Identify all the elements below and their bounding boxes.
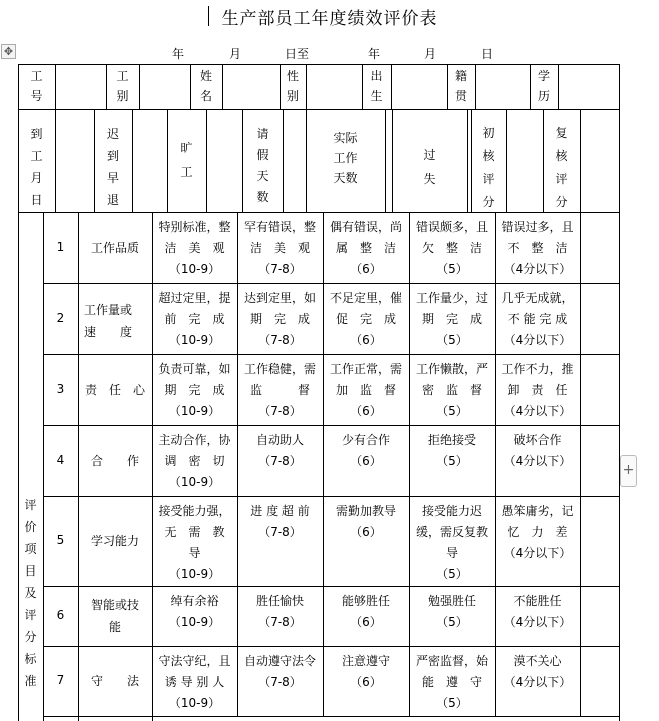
criterion-cell	[413, 591, 491, 633]
table-border	[139, 64, 140, 109]
criterion-line: 能 遵 守	[421, 675, 482, 689]
table-border	[409, 354, 410, 425]
header-label-1: 工 别	[116, 69, 129, 103]
criterion-line: 监 督	[249, 383, 310, 397]
criterion-cell	[327, 288, 405, 351]
criterion-line: 工作量少，过	[415, 291, 488, 305]
table-border	[323, 354, 324, 425]
evaluation-item: 工作品质	[90, 240, 139, 255]
criterion-line: （10-9）	[168, 696, 221, 710]
table-border	[152, 586, 153, 646]
criterion-cell	[413, 217, 491, 280]
criterion-line: 需勤加教导	[335, 504, 396, 518]
table-border	[580, 212, 581, 283]
criterion-line: 洁 美 观	[249, 241, 310, 255]
evaluation-item: 合 作	[90, 453, 139, 468]
criterion-cell	[327, 591, 405, 633]
criterion-line: 严密监督，始	[415, 654, 488, 668]
criterion-cell	[156, 217, 233, 280]
table-border	[580, 586, 581, 646]
header-review-score: 复 核 评 分	[555, 126, 568, 209]
criterion-line: 绰有余裕	[170, 594, 219, 608]
header-fault: 过 失	[423, 148, 436, 186]
header-label-2: 姓 名	[199, 69, 212, 103]
criterion-line: 缓，需反复教	[415, 525, 488, 539]
header-label-5: 籍 贯	[454, 69, 467, 103]
criterion-cell	[156, 430, 233, 493]
criterion-cell	[156, 651, 233, 714]
table-border	[152, 646, 153, 716]
criterion-line: 密 监 督	[421, 383, 482, 397]
criterion-line: 罕有错误，整	[243, 220, 316, 234]
table-border	[152, 716, 153, 721]
criterion-cell	[241, 651, 319, 693]
criterion-line: （4分以下）	[503, 404, 572, 418]
table-border	[206, 109, 207, 212]
criterion-cell	[241, 501, 319, 543]
criterion-line: （7-8）	[258, 262, 302, 276]
table-border	[43, 586, 620, 587]
date-year-start: 年	[172, 47, 185, 61]
table-border	[237, 646, 238, 716]
table-border	[495, 496, 496, 586]
criterion-cell	[499, 430, 576, 472]
table-border	[580, 646, 581, 716]
table-border	[323, 283, 324, 354]
criterion-line: 几乎无成就，	[501, 291, 574, 305]
evaluation-item: 智能或技 能	[90, 598, 139, 634]
table-border	[409, 586, 410, 646]
table-border	[237, 425, 238, 496]
criterion-line: 能够胜任	[341, 594, 390, 608]
criterion-line: 卸 责 任	[507, 383, 568, 397]
criterion-line: 错误颇多，且	[415, 220, 488, 234]
date-month-start: 月	[229, 47, 242, 61]
table-border	[495, 283, 496, 354]
criterion-line: 胜任愉快	[255, 594, 304, 608]
table-border	[78, 716, 79, 721]
table-border	[152, 425, 153, 496]
criterion-line: 期 完 成	[164, 383, 225, 397]
table-border	[409, 496, 410, 586]
table-border	[237, 212, 238, 283]
evaluation-item: 学习能力	[90, 534, 139, 548]
criterion-line: 期 完 成	[249, 312, 310, 326]
table-border	[506, 109, 507, 212]
table-border	[18, 212, 620, 213]
header-actual-days: 实际 工作 天数	[333, 131, 358, 185]
table-border	[78, 212, 79, 283]
criterion-cell	[156, 359, 233, 422]
header-arrival-date: 到 工 月 日	[30, 127, 43, 207]
document-title: 生产部员工年度绩效评价表	[221, 9, 438, 29]
criterion-line: （5）	[436, 262, 468, 276]
criterion-cell	[413, 501, 491, 585]
table-border	[495, 425, 496, 496]
criterion-line: 忆 力 差	[507, 525, 568, 539]
criterion-line: （6）	[350, 525, 382, 539]
table-border	[495, 646, 496, 716]
table-border	[323, 496, 324, 586]
header-label-6: 学 历	[537, 69, 550, 103]
header-label-3: 性 别	[286, 69, 299, 103]
criterion-line: 达到定里，如	[243, 291, 316, 305]
criterion-line: 勉强胜任	[427, 594, 476, 608]
criterion-line: 漠不关心	[513, 654, 562, 668]
table-border	[580, 354, 581, 425]
criterion-line: （4分以下）	[503, 546, 572, 560]
table-border	[43, 425, 620, 426]
table-border	[222, 64, 223, 109]
table-border	[409, 425, 410, 496]
criterion-line: 少有合作	[341, 433, 390, 447]
criterion-line: 不足定里，催	[329, 291, 402, 305]
criterion-line: （7-8）	[258, 675, 302, 689]
row-number: 3	[56, 381, 65, 396]
table-border	[78, 283, 79, 354]
criterion-line: （6）	[350, 615, 382, 629]
criterion-line: （10-9）	[168, 567, 221, 581]
criterion-line: （5）	[436, 615, 468, 629]
table-border	[306, 64, 307, 109]
criterion-line: 接受能力迟	[421, 504, 482, 518]
criterion-line: （5）	[436, 567, 468, 581]
table-border	[467, 109, 468, 212]
table-border	[409, 212, 410, 283]
table-border	[323, 425, 324, 496]
criterion-cell	[327, 501, 405, 543]
table-border	[78, 354, 79, 425]
criterion-line: （10-9）	[168, 404, 221, 418]
date-day-end: 日	[481, 47, 494, 61]
row-number: 1	[56, 239, 65, 254]
criterion-line: 进 度 超 前	[250, 504, 310, 518]
table-border	[409, 646, 410, 716]
criterion-line: （4分以下）	[503, 615, 572, 629]
table-border	[78, 646, 79, 716]
criterion-line: 负责可靠，如	[158, 362, 231, 376]
date-day-to: 日至	[285, 47, 310, 61]
table-border	[237, 354, 238, 425]
criterion-line: 愚笨庸劣，记	[501, 504, 574, 518]
table-border	[152, 354, 153, 425]
table-border	[152, 283, 153, 354]
criterion-line: 不 整 洁	[507, 241, 568, 255]
evaluation-item: 守 法	[90, 674, 139, 688]
criterion-line: （4分以下）	[503, 675, 572, 689]
table-border	[580, 425, 581, 496]
criterion-line: 自动助人	[255, 433, 304, 447]
table-border	[43, 716, 620, 717]
criterion-line: 诱 导 别 人	[164, 675, 225, 689]
table-border	[323, 586, 324, 646]
table-border	[391, 64, 392, 109]
table-border	[152, 212, 153, 283]
header-label-0: 工 号	[30, 69, 43, 103]
criterion-line: （7-8）	[258, 615, 302, 629]
table-border	[619, 212, 620, 721]
table-border	[409, 283, 410, 354]
header-leave-days: 请 假 天 数	[256, 127, 269, 204]
table-border	[43, 646, 620, 647]
criterion-cell	[241, 288, 319, 351]
criterion-line: 洁 美 观	[164, 241, 225, 255]
table-border	[132, 109, 133, 212]
table-border	[385, 109, 386, 212]
criterion-line: 导	[445, 546, 458, 560]
criterion-line: （7-8）	[258, 454, 302, 468]
criterion-cell	[499, 217, 576, 280]
criterion-line: （10-9）	[168, 262, 221, 276]
table-border	[237, 496, 238, 586]
criterion-cell	[156, 501, 237, 585]
criterion-cell	[241, 217, 319, 280]
table-border	[323, 646, 324, 716]
criterion-line: 工作正常，需	[329, 362, 402, 376]
criterion-line: （6）	[350, 262, 382, 276]
criterion-cell	[499, 288, 576, 351]
criterion-cell	[241, 430, 319, 472]
header-label-4: 出 生	[370, 69, 383, 103]
text-cursor	[208, 6, 209, 26]
criterion-cell	[241, 359, 319, 422]
table-border	[580, 109, 581, 212]
criterion-line: （10-9）	[168, 333, 221, 347]
row-number: 7	[56, 673, 65, 687]
table-border	[580, 283, 581, 354]
table-border	[619, 109, 620, 212]
evaluation-item: 工作量或 速 度	[84, 303, 133, 339]
criterion-line: 特别标准，整	[158, 220, 231, 234]
table-border	[495, 354, 496, 425]
criterion-line: （6）	[350, 675, 382, 689]
criterion-line: 加 监 督	[335, 383, 396, 397]
criterion-line: （10-9）	[168, 475, 221, 489]
criterion-line: 自动遵守法令	[243, 654, 316, 668]
criterion-cell	[499, 359, 576, 422]
criterion-cell	[327, 217, 405, 280]
table-border	[43, 354, 620, 355]
criterion-cell	[327, 359, 405, 422]
table-border	[619, 64, 620, 109]
table-border	[78, 425, 79, 496]
side-label-evaluation-criteria: 评 价 项 目 及 评 分 标 准	[24, 498, 37, 688]
criterion-cell	[499, 501, 576, 564]
header-late-early: 迟 到 早 退	[106, 127, 119, 207]
criterion-line: （6）	[350, 404, 382, 418]
row-number: 4	[56, 452, 65, 467]
criterion-line: 守法守纪，且	[158, 654, 231, 668]
criterion-line: 超过定里，提	[158, 291, 231, 305]
table-border	[495, 212, 496, 283]
criterion-line: 欠 整 洁	[421, 241, 482, 255]
table-border	[237, 586, 238, 646]
table-border	[55, 109, 56, 212]
criterion-line: 促 完 成	[335, 312, 396, 326]
criterion-cell	[241, 591, 319, 633]
table-border	[55, 64, 56, 109]
table-border	[580, 496, 581, 586]
criterion-cell	[413, 359, 491, 422]
criterion-line: 破坏合作	[513, 433, 562, 447]
table-border	[558, 64, 559, 109]
criterion-cell	[327, 651, 405, 693]
criterion-line: （6）	[350, 454, 382, 468]
table-move-handle-icon[interactable]: ✥	[1, 44, 16, 59]
table-border	[152, 496, 153, 586]
criterion-line: 偶有错误，尚	[329, 220, 402, 234]
criterion-line: 主动合作，协	[158, 433, 231, 447]
criterion-line: （5）	[436, 454, 468, 468]
criterion-line: （4分以下）	[503, 262, 572, 276]
date-year-end: 年	[368, 47, 381, 61]
criterion-line: （10-9）	[168, 615, 221, 629]
date-month-end: 月	[424, 47, 437, 61]
table-border	[78, 586, 79, 646]
header-initial-score: 初 核 评 分	[482, 126, 495, 209]
criterion-cell	[499, 651, 576, 693]
criterion-line: 错误过多，且	[501, 220, 574, 234]
criterion-line: （7-8）	[258, 525, 302, 539]
criterion-line: 期 完 成	[421, 312, 482, 326]
criterion-line: （7-8）	[258, 404, 302, 418]
criterion-line: （5）	[436, 333, 468, 347]
table-border	[18, 109, 620, 110]
criterion-line: 前 完 成	[164, 312, 225, 326]
criterion-line: 注意遵守	[341, 654, 390, 668]
row-number: 2	[56, 310, 65, 325]
criterion-line: 工作稳健，需	[243, 362, 316, 376]
add-column-button[interactable]: +	[620, 455, 637, 487]
table-border	[475, 64, 476, 109]
table-border	[78, 496, 79, 586]
header-absent: 旷 工	[180, 141, 193, 179]
criterion-line: 接受能力强，	[158, 504, 231, 518]
table-border	[323, 212, 324, 283]
table-border	[283, 109, 284, 212]
criterion-cell	[156, 288, 233, 351]
table-border	[43, 212, 44, 721]
table-border	[43, 496, 620, 497]
evaluation-item: 责 任 心	[84, 382, 145, 397]
criterion-line: 不能胜任	[513, 594, 562, 608]
criterion-line: 工作不力，推	[501, 362, 574, 376]
criterion-line: （5）	[436, 404, 468, 418]
criterion-cell	[413, 651, 491, 714]
table-border	[495, 586, 496, 646]
criterion-cell	[156, 591, 233, 633]
criterion-cell	[413, 288, 491, 351]
criterion-line: 调 密 切	[164, 454, 225, 468]
criterion-line: 无 需 教 导	[164, 525, 237, 560]
row-number: 5	[56, 533, 65, 547]
criterion-line: （4分以下）	[503, 333, 572, 347]
criterion-line: （6）	[350, 333, 382, 347]
criterion-line: 不 能 完 成	[507, 312, 568, 326]
criterion-line: 工作懒散，严	[415, 362, 488, 376]
table-border	[237, 283, 238, 354]
criterion-line: （4分以下）	[503, 454, 572, 468]
criterion-cell	[327, 430, 405, 472]
criterion-cell	[413, 430, 491, 472]
criterion-cell	[499, 591, 576, 633]
criterion-line: （7-8）	[258, 333, 302, 347]
criterion-line: 属 整 洁	[335, 241, 396, 255]
table-border	[43, 283, 620, 284]
criterion-line: （5）	[436, 696, 468, 710]
row-number: 6	[56, 608, 65, 622]
criterion-line: 拒绝接受	[427, 433, 476, 447]
